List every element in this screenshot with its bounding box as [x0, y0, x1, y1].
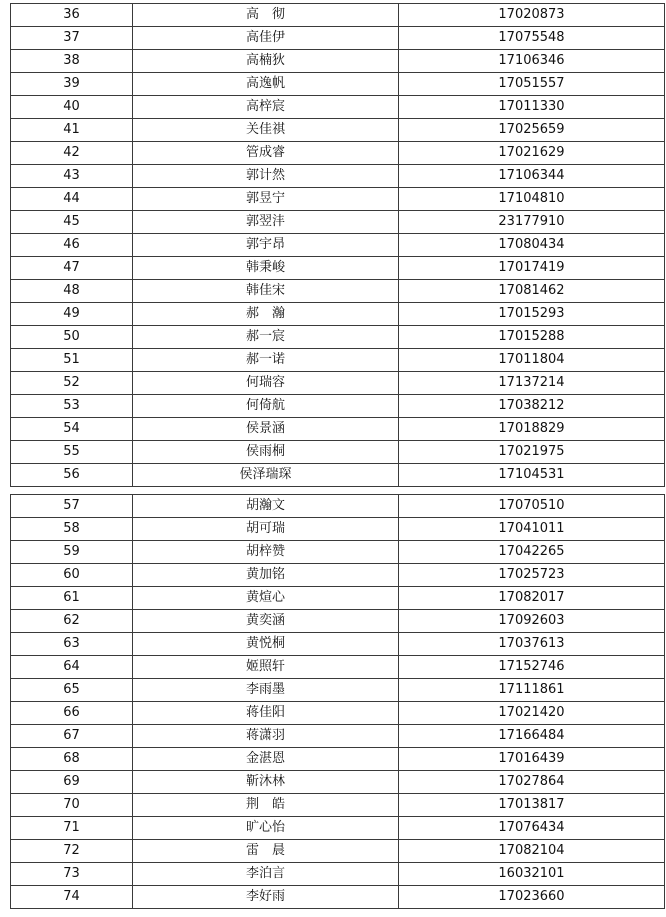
row-index: 44 — [11, 188, 133, 211]
table-row — [11, 4, 665, 27]
student-id: 17016439 — [399, 748, 665, 771]
table-row — [11, 165, 665, 188]
table-row — [11, 372, 665, 395]
student-name: 郝一宸 — [133, 326, 399, 349]
student-id: 17027864 — [399, 771, 665, 794]
student-id: 17015288 — [399, 326, 665, 349]
student-name: 金湛恩 — [133, 748, 399, 771]
student-name: 李泊言 — [133, 863, 399, 886]
student-name: 胡可瑞 — [133, 518, 399, 541]
table-row — [11, 886, 665, 909]
table-row — [11, 211, 665, 234]
student-id: 17023660 — [399, 886, 665, 909]
student-id: 17137214 — [399, 372, 665, 395]
row-index: 39 — [11, 73, 133, 96]
student-name: 何瑞容 — [133, 372, 399, 395]
roster-table-top — [10, 3, 665, 487]
table-row — [11, 142, 665, 165]
student-id: 17021420 — [399, 702, 665, 725]
student-name: 郝 瀚 — [133, 303, 399, 326]
student-id: 17080434 — [399, 234, 665, 257]
student-name: 黄煊心 — [133, 587, 399, 610]
table-row — [11, 679, 665, 702]
table-row — [11, 794, 665, 817]
student-name: 胡梓赞 — [133, 541, 399, 564]
student-id: 17106344 — [399, 165, 665, 188]
table-row — [11, 441, 665, 464]
roster-table-body — [11, 4, 665, 487]
table-row — [11, 495, 665, 518]
table-row — [11, 633, 665, 656]
table-row — [11, 257, 665, 280]
student-id: 17017419 — [399, 257, 665, 280]
row-index: 68 — [11, 748, 133, 771]
row-index: 58 — [11, 518, 133, 541]
student-id: 17037613 — [399, 633, 665, 656]
table-row — [11, 188, 665, 211]
row-index: 73 — [11, 863, 133, 886]
table-row — [11, 280, 665, 303]
student-id: 17106346 — [399, 50, 665, 73]
row-index: 64 — [11, 656, 133, 679]
row-index: 42 — [11, 142, 133, 165]
student-id: 17081462 — [399, 280, 665, 303]
student-id: 17070510 — [399, 495, 665, 518]
table-row — [11, 73, 665, 96]
student-id: 17042265 — [399, 541, 665, 564]
student-id: 17038212 — [399, 395, 665, 418]
row-index: 54 — [11, 418, 133, 441]
student-name: 黄加铭 — [133, 564, 399, 587]
table-row — [11, 395, 665, 418]
table-row — [11, 863, 665, 886]
row-index: 70 — [11, 794, 133, 817]
student-name: 旷心怡 — [133, 817, 399, 840]
row-index: 50 — [11, 326, 133, 349]
table-row — [11, 702, 665, 725]
student-id: 17025723 — [399, 564, 665, 587]
student-name: 姬照轩 — [133, 656, 399, 679]
row-index: 67 — [11, 725, 133, 748]
row-index: 69 — [11, 771, 133, 794]
student-name: 郭计然 — [133, 165, 399, 188]
row-index: 56 — [11, 464, 133, 487]
student-id: 17111861 — [399, 679, 665, 702]
student-id: 17011330 — [399, 96, 665, 119]
student-name: 高梓宸 — [133, 96, 399, 119]
table-row — [11, 303, 665, 326]
table-row — [11, 771, 665, 794]
student-name: 郝一诺 — [133, 349, 399, 372]
table-row — [11, 587, 665, 610]
row-index: 47 — [11, 257, 133, 280]
row-index: 74 — [11, 886, 133, 909]
student-name: 侯景涵 — [133, 418, 399, 441]
student-id: 17041011 — [399, 518, 665, 541]
row-index: 59 — [11, 541, 133, 564]
row-index: 41 — [11, 119, 133, 142]
student-name: 郭翌沣 — [133, 211, 399, 234]
table-row — [11, 840, 665, 863]
student-name: 蒋佳阳 — [133, 702, 399, 725]
student-id: 17075548 — [399, 27, 665, 50]
row-index: 36 — [11, 4, 133, 27]
student-id: 17020873 — [399, 4, 665, 27]
student-id: 17104810 — [399, 188, 665, 211]
student-name: 韩佳宋 — [133, 280, 399, 303]
student-id: 17021975 — [399, 441, 665, 464]
table-row — [11, 518, 665, 541]
roster-table-body — [11, 495, 665, 909]
student-id: 17013817 — [399, 794, 665, 817]
row-index: 38 — [11, 50, 133, 73]
table-row — [11, 464, 665, 487]
table-row — [11, 418, 665, 441]
student-id: 23177910 — [399, 211, 665, 234]
row-index: 66 — [11, 702, 133, 725]
student-name: 高佳伊 — [133, 27, 399, 50]
student-id: 17021629 — [399, 142, 665, 165]
row-index: 49 — [11, 303, 133, 326]
row-index: 45 — [11, 211, 133, 234]
student-id: 17011804 — [399, 349, 665, 372]
student-id: 17166484 — [399, 725, 665, 748]
student-name: 荆 皓 — [133, 794, 399, 817]
student-name: 黄奕涵 — [133, 610, 399, 633]
student-name: 高楠狄 — [133, 50, 399, 73]
student-name: 侯雨桐 — [133, 441, 399, 464]
table-row — [11, 610, 665, 633]
table-row — [11, 96, 665, 119]
row-index: 63 — [11, 633, 133, 656]
table-row — [11, 748, 665, 771]
table-row — [11, 50, 665, 73]
student-id: 17092603 — [399, 610, 665, 633]
student-name: 郭宇昂 — [133, 234, 399, 257]
roster-table-bottom — [10, 494, 665, 909]
row-index: 60 — [11, 564, 133, 587]
student-id: 17104531 — [399, 464, 665, 487]
student-name: 何倚航 — [133, 395, 399, 418]
student-name: 侯泽瑞琛 — [133, 464, 399, 487]
row-index: 62 — [11, 610, 133, 633]
row-index: 61 — [11, 587, 133, 610]
student-name: 李雨墨 — [133, 679, 399, 702]
row-index: 43 — [11, 165, 133, 188]
student-id: 17076434 — [399, 817, 665, 840]
student-id: 17082104 — [399, 840, 665, 863]
table-row — [11, 27, 665, 50]
table-row — [11, 234, 665, 257]
row-index: 71 — [11, 817, 133, 840]
student-id: 17018829 — [399, 418, 665, 441]
row-index: 57 — [11, 495, 133, 518]
student-name: 蒋潇羽 — [133, 725, 399, 748]
row-index: 46 — [11, 234, 133, 257]
table-row — [11, 119, 665, 142]
student-name: 郭昱宁 — [133, 188, 399, 211]
student-id: 17025659 — [399, 119, 665, 142]
row-index: 52 — [11, 372, 133, 395]
student-name: 李好雨 — [133, 886, 399, 909]
student-id: 17051557 — [399, 73, 665, 96]
student-name: 胡瀚文 — [133, 495, 399, 518]
student-id: 16032101 — [399, 863, 665, 886]
table-row — [11, 817, 665, 840]
student-name: 管成睿 — [133, 142, 399, 165]
student-name: 雷 晨 — [133, 840, 399, 863]
row-index: 72 — [11, 840, 133, 863]
table-row — [11, 564, 665, 587]
row-index: 51 — [11, 349, 133, 372]
row-index: 37 — [11, 27, 133, 50]
table-row — [11, 725, 665, 748]
student-name: 靳沐林 — [133, 771, 399, 794]
student-name: 关佳祺 — [133, 119, 399, 142]
student-name: 高 彻 — [133, 4, 399, 27]
table-row — [11, 326, 665, 349]
student-name: 韩秉峻 — [133, 257, 399, 280]
row-index: 65 — [11, 679, 133, 702]
row-index: 55 — [11, 441, 133, 464]
student-id: 17082017 — [399, 587, 665, 610]
student-name: 黄悦桐 — [133, 633, 399, 656]
row-index: 48 — [11, 280, 133, 303]
table-row — [11, 349, 665, 372]
table-row — [11, 656, 665, 679]
student-name: 高逸帆 — [133, 73, 399, 96]
table-row — [11, 541, 665, 564]
row-index: 53 — [11, 395, 133, 418]
student-id: 17152746 — [399, 656, 665, 679]
student-id: 17015293 — [399, 303, 665, 326]
row-index: 40 — [11, 96, 133, 119]
